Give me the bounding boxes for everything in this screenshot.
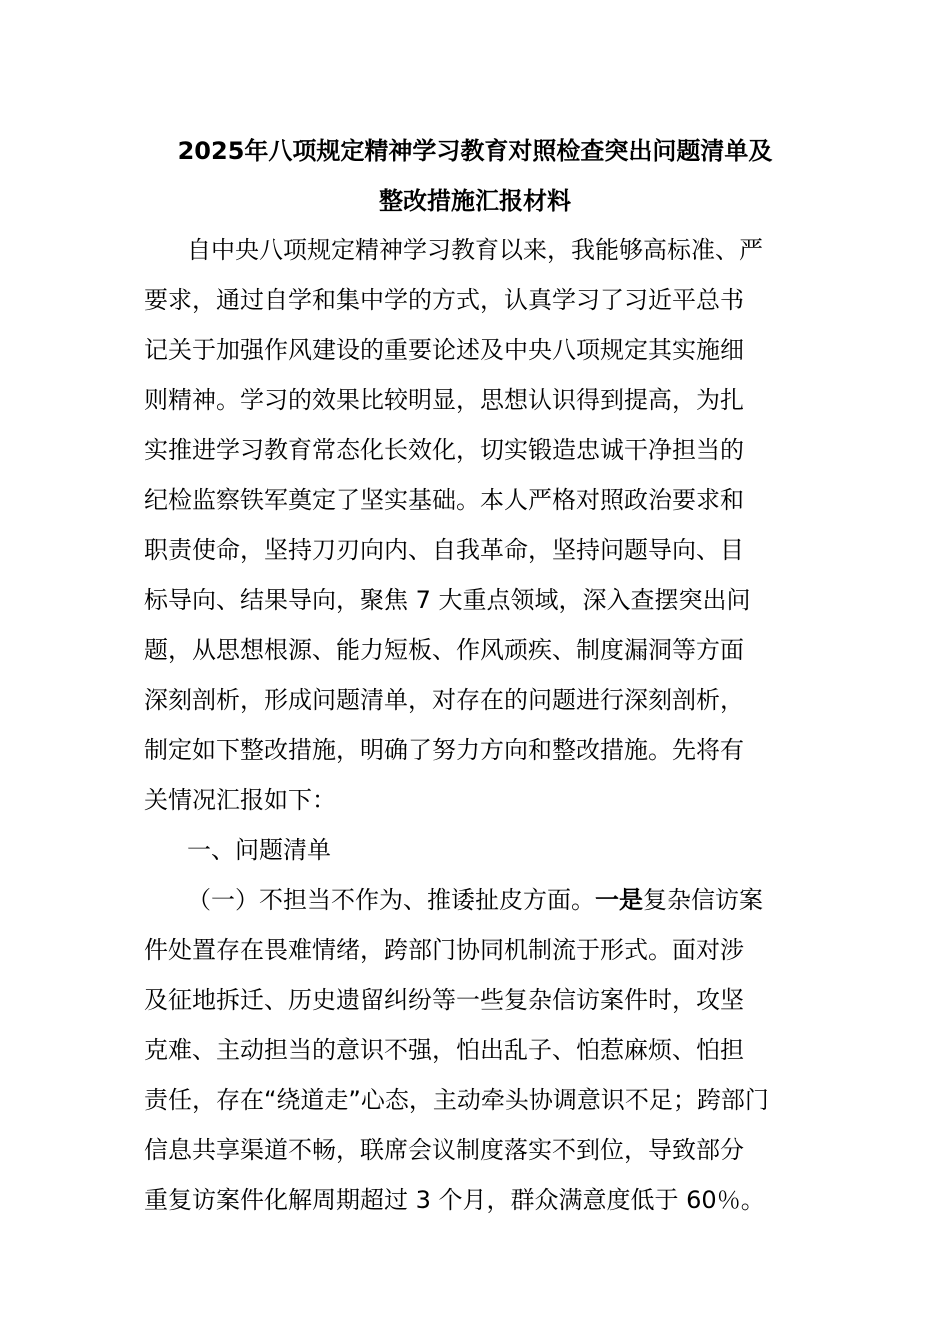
item1-line-6: 重复访案件化解周期超过 3 个月，群众满意度低于 60％。 xyxy=(144,1186,765,1214)
item1-lead-prefix: （一）不担当不作为、推诿扯皮方面。 xyxy=(187,886,595,914)
item1-lead-rest: 复杂信访案 xyxy=(643,886,763,914)
section-heading: 一、问题清单 xyxy=(187,836,331,864)
item1-lead-line xyxy=(187,885,763,915)
item1-line-5: 信息共享渠道不畅，联席会议制度落实不到位，导致部分 xyxy=(144,1136,744,1164)
item1-line-1: 件处置存在畏难情绪，跨部门协同机制流于形式。面对涉 xyxy=(144,936,744,964)
item1-line-3: 克难、主动担当的意识不强，怕出乱子、怕惹麻烦、怕担 xyxy=(144,1036,744,1064)
document-title-line-2: 整改措施汇报材料 xyxy=(379,187,571,215)
intro-line-6: 纪检监察铁军奠定了坚实基础。本人严格对照政治要求和 xyxy=(144,486,744,514)
intro-line-1: 自中央八项规定精神学习教育以来，我能够高标准、严 xyxy=(187,236,763,264)
intro-line-7: 职责使命，坚持刀刃向内、自我革命，坚持问题导向、目 xyxy=(144,536,744,564)
intro-line-10: 深刻剖析，形成问题清单，对存在的问题进行深刻剖析， xyxy=(144,686,744,714)
intro-line-11: 制定如下整改措施，明确了努力方向和整改措施。先将有 xyxy=(144,736,744,764)
intro-line-12: 关情况汇报如下： xyxy=(144,786,336,814)
intro-line-3: 记关于加强作风建设的重要论述及中央八项规定其实施细 xyxy=(144,336,744,364)
intro-line-8: 标导向、结果导向，聚焦 7 大重点领域，深入查摆突出问 xyxy=(144,586,751,614)
intro-line-9: 题，从思想根源、能力短板、作风顽疾、制度漏洞等方面 xyxy=(144,636,744,664)
item1-line-2: 及征地拆迁、历史遗留纠纷等一些复杂信访案件时，攻坚 xyxy=(144,986,744,1014)
intro-line-4: 则精神。学习的效果比较明显，思想认识得到提高，为扎 xyxy=(144,386,744,414)
document-title-line-1: 2025年八项规定精神学习教育对照检查突出问题清单及 xyxy=(177,137,773,165)
intro-line-2: 要求，通过自学和集中学的方式，认真学习了习近平总书 xyxy=(144,286,744,314)
item1-lead-bold: 一是 xyxy=(595,886,643,914)
item1-line-4: 责任，存在“绕道走”心态，主动牵头协调意识不足；跨部门 xyxy=(144,1086,769,1114)
intro-line-5: 实推进学习教育常态化长效化，切实锻造忠诚干净担当的 xyxy=(144,436,744,464)
